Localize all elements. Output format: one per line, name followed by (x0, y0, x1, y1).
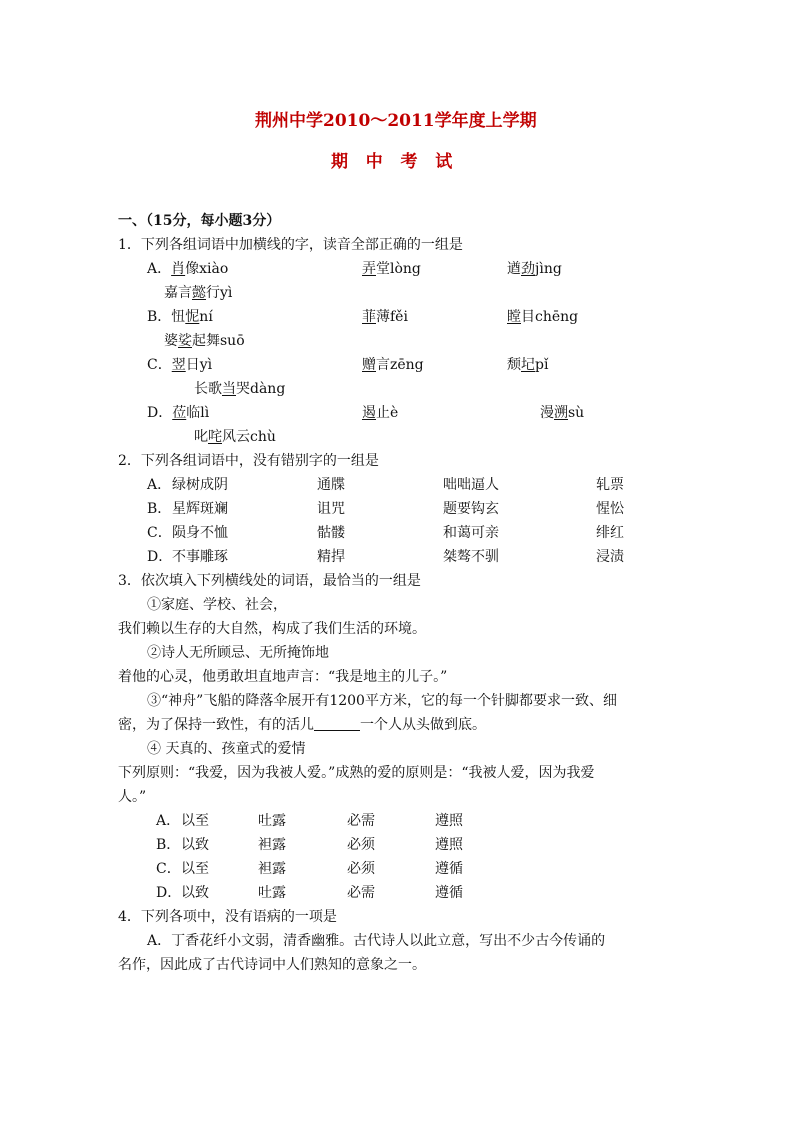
word-rest: 目chēng (521, 309, 579, 325)
q3-option-c-col3: 必须 (347, 861, 375, 877)
q3-option-d-col3: 必需 (347, 885, 375, 901)
underlined-char: 当 (222, 381, 236, 397)
q3-option-a-label: A． (156, 813, 181, 829)
exam-title: 荆州中学2010～2011学年度上学期 (255, 111, 537, 131)
underlined-char: 咤 (208, 429, 222, 445)
underlined-char: 遏 (362, 405, 376, 421)
q1-c-word3 (507, 356, 548, 374)
q3-option-b-col2: 袒露 (258, 837, 286, 853)
q1-option-c (147, 356, 212, 374)
word-lead: 漫 (540, 405, 554, 421)
q3-sentence3-a: ③“神舟”飞船的降落伞展开有1200平方米，它的每一个针脚都要求一致、细 (147, 693, 617, 709)
word-lead: 遒 (507, 261, 521, 277)
q3-option-c-col1: 以至 (181, 861, 209, 877)
option-label: D． (147, 405, 173, 421)
q3-option-c-col4: 遵循 (435, 861, 463, 877)
q1-b-word4 (164, 332, 245, 350)
q4-stem: 4．下列各项中，没有语病的一项是 (118, 909, 337, 925)
q2-option-b-col2: 诅咒 (317, 501, 345, 517)
q3-option-c-col2: 袒露 (258, 861, 286, 877)
q1-d-word4 (194, 428, 276, 446)
q3-option-a-col3: 必需 (347, 813, 375, 829)
word-rest: 起舞suō (192, 333, 245, 349)
underlined-char: 怩 (185, 309, 200, 325)
q3-option-b-label: B． (156, 837, 181, 853)
word-lead: 颓 (507, 357, 521, 373)
q2-option-a-col2: 通牒 (317, 477, 345, 493)
q2-option-c-col1: 陨身不恤 (172, 525, 228, 541)
q1-option-d (147, 404, 209, 422)
q3-option-d-col1: 以致 (181, 885, 209, 901)
word-rest: ní (199, 309, 213, 325)
q1-d-word3 (540, 404, 584, 422)
word-rest: 言zēng (376, 357, 424, 373)
q3-option-b-col4: 遵照 (435, 837, 463, 853)
underlined-char: 翌 (171, 357, 186, 373)
option-label: A． (147, 261, 172, 277)
q3-sentence4-c: 人。” (118, 789, 147, 805)
option-label: B． (147, 309, 172, 325)
underlined-char: 娑 (178, 333, 192, 349)
q3-option-d-col4: 遵循 (435, 885, 463, 901)
q2-option-c-col2: 骷髅 (317, 525, 345, 541)
q3-sentence1-a: ①家庭、学校、社会， (147, 597, 287, 613)
q1-a-word2 (362, 260, 421, 278)
option-label: C． (147, 357, 172, 373)
q2-option-b-col1: 星辉斑斓 (172, 501, 228, 517)
word-rest: 哭dàng (236, 381, 286, 397)
q2-option-b-col3: 题要钩玄 (443, 501, 499, 517)
q1-option-a (147, 260, 228, 278)
underlined-char: 懿 (192, 285, 206, 301)
q2-option-d-col1: 不事雕琢 (172, 549, 228, 565)
q1-a-word3 (507, 260, 562, 278)
underlined-char: 菲 (362, 309, 376, 325)
q3-sentence4-a: ④ 天真的、孩童式的爱情 (147, 741, 306, 757)
word-lead: 长歌 (194, 381, 222, 397)
q3-sentence2-a: ②诗人无所顾忌、无所掩饰地 (147, 645, 329, 661)
q1-d-word2 (362, 404, 398, 422)
q3-stem: 3．依次填入下列横线处的词语，最恰当的一组是 (118, 573, 421, 589)
exam-subtitle: 期 中 考 试 (331, 152, 453, 172)
underlined-char: 肖 (171, 261, 186, 277)
q2-option-d-label: D． (147, 549, 173, 565)
q2-option-d-col2: 精捍 (317, 549, 345, 565)
word-rest: pǐ (535, 357, 549, 373)
q1-c-word4 (194, 380, 285, 398)
q2-option-b-label: B． (147, 501, 172, 517)
q1-a-word4 (164, 284, 232, 302)
q1-option-b (147, 308, 213, 326)
underlined-char: 劲 (521, 261, 535, 277)
q2-option-a-col3: 咄咄逼人 (443, 477, 499, 493)
q3-sentence3-b (118, 716, 486, 734)
word-rest: 薄fěi (376, 309, 408, 325)
q2-option-b-col4: 惺忪 (596, 501, 624, 517)
q2-stem: 2．下列各组词语中，没有错别字的一组是 (118, 453, 379, 469)
q2-option-d-col3: 桀骜不驯 (443, 549, 499, 565)
q2-option-c-col4: 绯红 (596, 525, 624, 541)
q3-option-c-label: C． (156, 861, 181, 877)
q2-option-c-col3: 和蔼可亲 (443, 525, 499, 541)
word-rest: 风云chù (222, 429, 276, 445)
q2-option-a-col4: 轧票 (596, 477, 624, 493)
q2-option-d-col4: 浸渍 (596, 549, 624, 565)
section-heading: 一、（15分，每小题3分） (118, 213, 281, 229)
q1-b-word2 (362, 308, 408, 326)
word-lead: 忸 (171, 309, 186, 325)
q3-sentence1-b: 我们赖以生存的大自然，构成了我们生活的环境。 (118, 621, 426, 637)
q3-option-a-col1: 以至 (181, 813, 209, 829)
q3-option-d-col2: 吐露 (258, 885, 286, 901)
q2-option-a-col1: 绿树成阴 (172, 477, 228, 493)
word-lead: 嘉言 (164, 285, 192, 301)
word-rest: 堂lòng (376, 261, 421, 277)
q2-option-a-label: A． (147, 477, 172, 493)
underlined-char: 溯 (554, 405, 568, 421)
sentence-text: 密，为了保持一致性，有的活儿 (118, 717, 314, 733)
word-rest: 日yì (185, 357, 213, 373)
q1-c-word2 (362, 356, 424, 374)
word-rest: 临lì (186, 405, 210, 421)
word-rest: jìng (535, 261, 562, 277)
underlined-char: 莅 (172, 405, 187, 421)
underlined-char: 圮 (521, 357, 535, 373)
fill-blank (314, 716, 360, 731)
q1-b-word3 (507, 308, 578, 326)
underlined-char: 弄 (362, 261, 376, 277)
q4-option-a-line2: 名作，因此成了古代诗词中人们熟知的意象之一。 (118, 957, 426, 973)
word-lead: 婆 (164, 333, 178, 349)
q3-sentence2-b: 着他的心灵，他勇敢坦直地声言：“我是地主的儿子。” (118, 669, 448, 685)
q3-option-b-col1: 以致 (181, 837, 209, 853)
q4-option-a-line1: A．丁香花纤小文弱，清香幽雅。古代诗人以此立意，写出不少古今传诵的 (147, 933, 606, 949)
q1-stem: 1．下列各组词语中加横线的字，读音全部正确的一组是 (118, 237, 463, 253)
word-rest: 止è (376, 405, 399, 421)
q3-option-a-col2: 吐露 (258, 813, 286, 829)
q3-option-a-col4: 遵照 (435, 813, 463, 829)
q3-option-b-col3: 必须 (347, 837, 375, 853)
underlined-char: 瞠 (507, 309, 521, 325)
underlined-char: 赠 (362, 357, 376, 373)
word-rest: 像xiào (185, 261, 229, 277)
q3-option-d-label: D． (156, 885, 182, 901)
word-lead: 叱 (194, 429, 208, 445)
word-rest: 行yì (206, 285, 233, 301)
q3-sentence4-b: 下列原则：“我爱，因为我被人爱。”成熟的爱的原则是：“我被人爱，因为我爱 (118, 765, 595, 781)
sentence-text: 一个人从头做到底。 (360, 717, 486, 733)
word-rest: sù (568, 405, 585, 421)
q2-option-c-label: C． (147, 525, 172, 541)
